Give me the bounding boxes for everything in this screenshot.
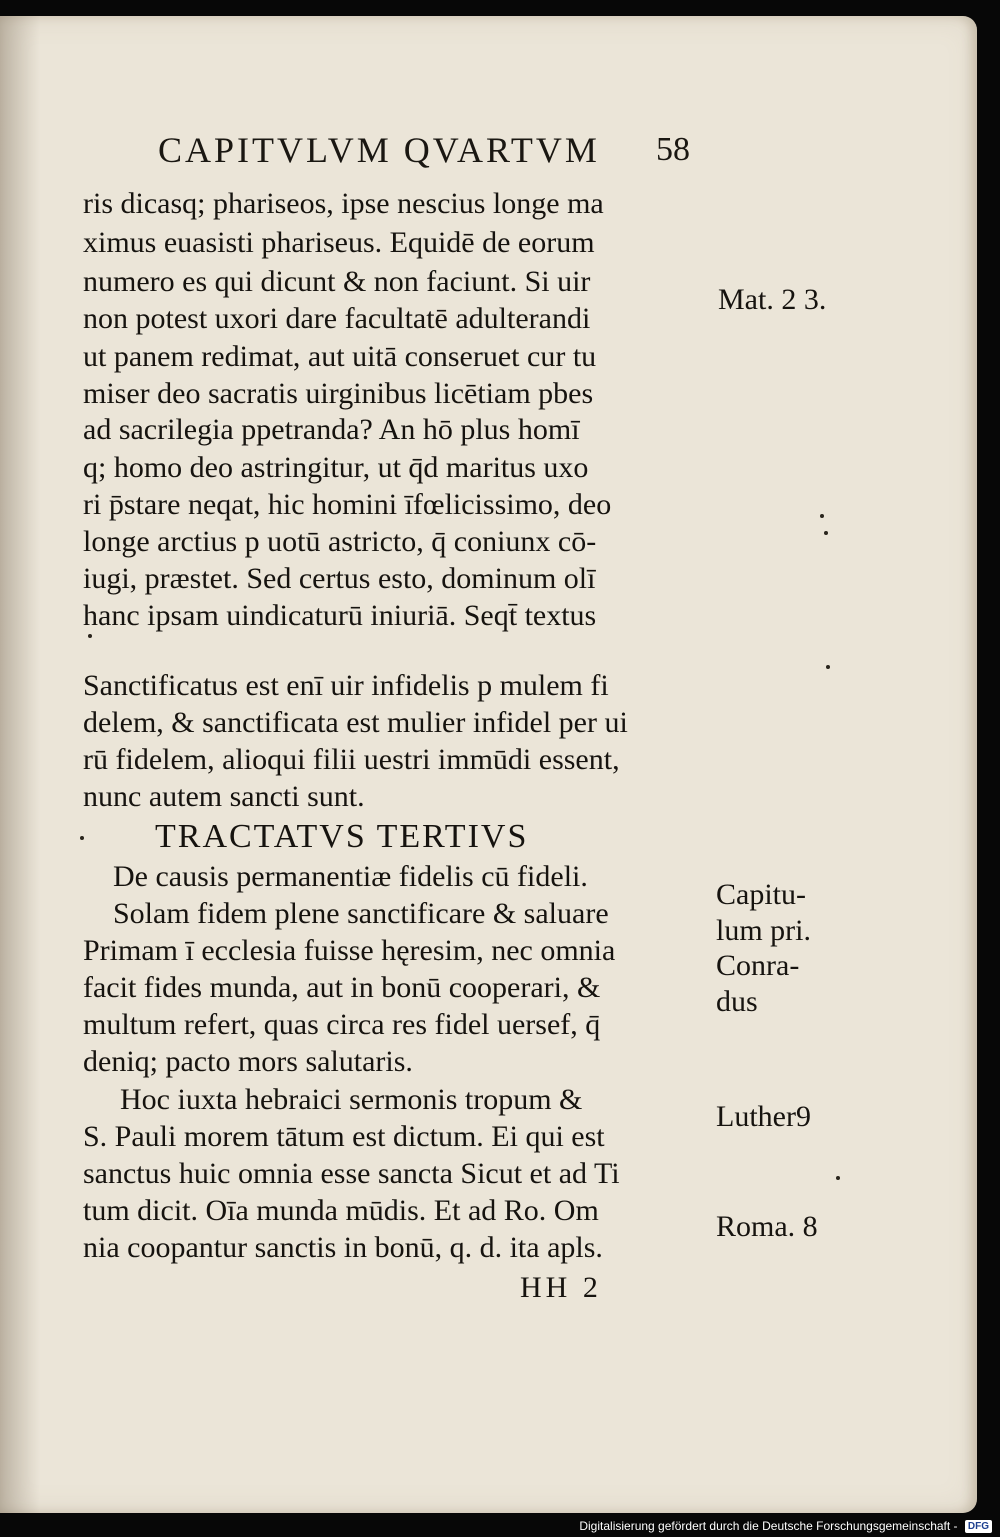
section-line: tum dicit. Oīa munda mūdis. Et ad Ro. Om xyxy=(83,1194,599,1227)
dfg-logo: DFG xyxy=(965,1520,992,1533)
text-line: miser deo sacratis uirginibus licētiam pbes xyxy=(83,377,594,410)
text-line: q; homo deo astringitur, ut q̄d maritus uxo xyxy=(83,451,589,484)
section-line: nia coopantur sanctis in bonū, q. d. ita apls. xyxy=(83,1231,603,1264)
section-line: multum refert, quas circa res fidel uersef, q̄ xyxy=(83,1008,601,1041)
text-line: ut panem redimat, aut uitā conseruet cur tu xyxy=(83,340,597,373)
running-head-title: CAPITVLVM QVARTVM xyxy=(158,130,600,170)
ink-speck xyxy=(80,836,84,840)
folio-number: 58 xyxy=(656,131,690,168)
text-line: numero es qui dicunt & non faciunt. Si uir xyxy=(83,265,591,298)
text-line: hanc ipsam uindicaturū iniuriā. Seqt̄ textus xyxy=(83,599,597,632)
text-line: delem, & sanctificata est mulier infidel per ui xyxy=(83,706,628,739)
section-line: facit fides munda, aut in bonū cooperari, & xyxy=(83,971,601,1004)
text-line: ad sacrilegia ppetranda? An hō plus homī xyxy=(83,413,580,446)
section-line: sanctus huic omnia esse sancta Sicut et ad Ti xyxy=(83,1157,620,1190)
text-line: ri p̄stare neqat, hic homini īfœlicissimo, deo xyxy=(83,488,612,521)
signature-mark: HH 2 xyxy=(520,1271,602,1304)
marginal-note: Conra- xyxy=(716,949,800,982)
section-heading: TRACTATVS TERTIVS xyxy=(155,818,529,855)
marginal-note: dus xyxy=(716,985,758,1018)
ink-speck xyxy=(820,514,824,518)
marginal-note: Capitu- xyxy=(716,878,806,911)
section-line: De causis permanentiæ fidelis cū fideli. xyxy=(113,860,588,893)
text-line: ris dicasq; phariseos, ipse nescius longe ma xyxy=(83,187,604,220)
marginal-note: Luther9 xyxy=(716,1100,811,1133)
text-line: non potest uxori dare facultatē adulterandi xyxy=(83,302,591,335)
text-line: nunc autem sancti sunt. xyxy=(83,780,365,813)
ink-speck xyxy=(88,634,92,638)
section-line: deniq; pacto mors salutaris. xyxy=(83,1045,413,1078)
section-line: Primam ī ecclesia fuisse hęresim, nec omnia xyxy=(83,934,616,967)
digitization-credit xyxy=(579,1517,992,1535)
marginal-note: lum pri. xyxy=(716,914,811,947)
ink-speck xyxy=(826,665,830,669)
section-line: S. Pauli morem tātum est dictum. Ei qui est xyxy=(83,1120,605,1153)
section-line: Hoc iuxta hebraici sermonis tropum & xyxy=(120,1083,583,1116)
section-line: Solam fidem plene sanctificare & saluare xyxy=(113,897,609,930)
marginal-note: Roma. 8 xyxy=(716,1210,818,1243)
credit-text: Digitalisierung gefördert durch die Deutsche Forschungsgemeinschaft - xyxy=(579,1519,958,1533)
text-line: ximus euasisti phariseus. Equidē de eorum xyxy=(83,226,595,259)
running-head xyxy=(158,120,728,180)
text-line: rū fidelem, alioqui filii uestri immūdi essent, xyxy=(83,743,620,776)
text-line: iugi, præstet. Sed certus esto, dominum olī xyxy=(83,562,596,595)
text-line: longe arctius p uotū astricto, q̄ coniunx cō- xyxy=(83,525,597,558)
ink-speck xyxy=(836,1176,840,1180)
ink-speck xyxy=(824,531,828,535)
text-line: Sanctificatus est enī uir infidelis p mulem fi xyxy=(83,669,609,702)
book-page xyxy=(0,16,977,1513)
marginal-note: Mat. 2 3. xyxy=(718,283,827,316)
